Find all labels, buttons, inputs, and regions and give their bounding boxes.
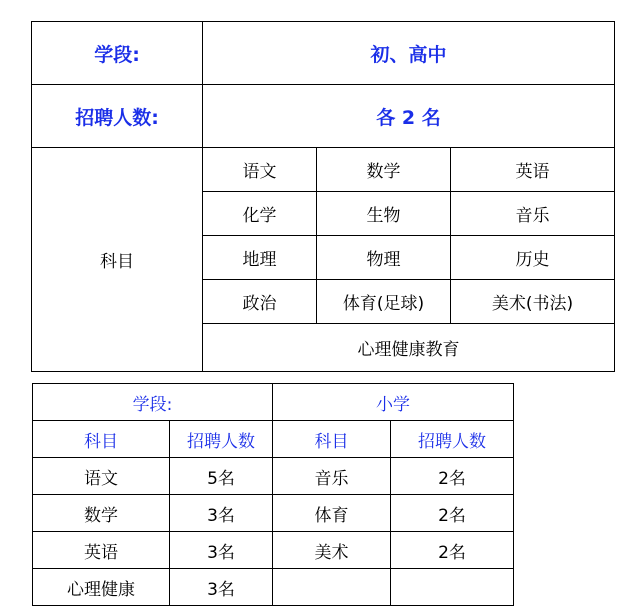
table-cell: 数学 — [33, 495, 170, 532]
table-cell: 美术 — [273, 532, 391, 569]
table-row — [33, 458, 514, 495]
table-row — [33, 495, 514, 532]
table-cell: 体育 — [273, 495, 391, 532]
table-cell: 2名 — [391, 532, 514, 569]
secondary-recruitment-table — [31, 21, 615, 372]
subject-cell: 美术(书法) — [451, 280, 615, 324]
subject-cell: 体育(足球) — [317, 280, 451, 324]
subject-cell: 政治 — [203, 280, 317, 324]
table-cell: 音乐 — [273, 458, 391, 495]
subject-cell: 音乐 — [451, 192, 615, 236]
stage-value: 初、高中 — [203, 22, 615, 85]
table-cell: 3名 — [170, 532, 273, 569]
primary-stage-label: 学段: — [33, 384, 273, 421]
subject-cell: 历史 — [451, 236, 615, 280]
column-header: 招聘人数 — [391, 421, 514, 458]
column-header: 科目 — [273, 421, 391, 458]
subject-cell: 地理 — [203, 236, 317, 280]
table-cell — [273, 569, 391, 606]
table-cell: 2名 — [391, 495, 514, 532]
table-cell: 3名 — [170, 569, 273, 606]
primary-recruitment-table — [32, 383, 514, 606]
stage-label: 学段: — [32, 22, 203, 85]
subject-cell: 英语 — [451, 148, 615, 192]
subject-cell: 语文 — [203, 148, 317, 192]
table-cell: 心理健康 — [33, 569, 170, 606]
table-row — [33, 532, 514, 569]
subject-cell: 化学 — [203, 192, 317, 236]
column-header: 科目 — [33, 421, 170, 458]
primary-stage-value: 小学 — [273, 384, 514, 421]
subject-cell: 生物 — [317, 192, 451, 236]
table-cell — [391, 569, 514, 606]
subject-cell: 物理 — [317, 236, 451, 280]
table-cell: 语文 — [33, 458, 170, 495]
table-row — [33, 569, 514, 606]
table-cell: 3名 — [170, 495, 273, 532]
subject-cell-psychology: 心理健康教育 — [203, 324, 615, 372]
subject-label: 科目 — [32, 148, 203, 372]
table-cell: 2名 — [391, 458, 514, 495]
table-cell: 5名 — [170, 458, 273, 495]
column-header: 招聘人数 — [170, 421, 273, 458]
subject-cell: 数学 — [317, 148, 451, 192]
recruit-count-value: 各 2 名 — [203, 85, 615, 148]
recruit-count-label: 招聘人数: — [32, 85, 203, 148]
table-cell: 英语 — [33, 532, 170, 569]
